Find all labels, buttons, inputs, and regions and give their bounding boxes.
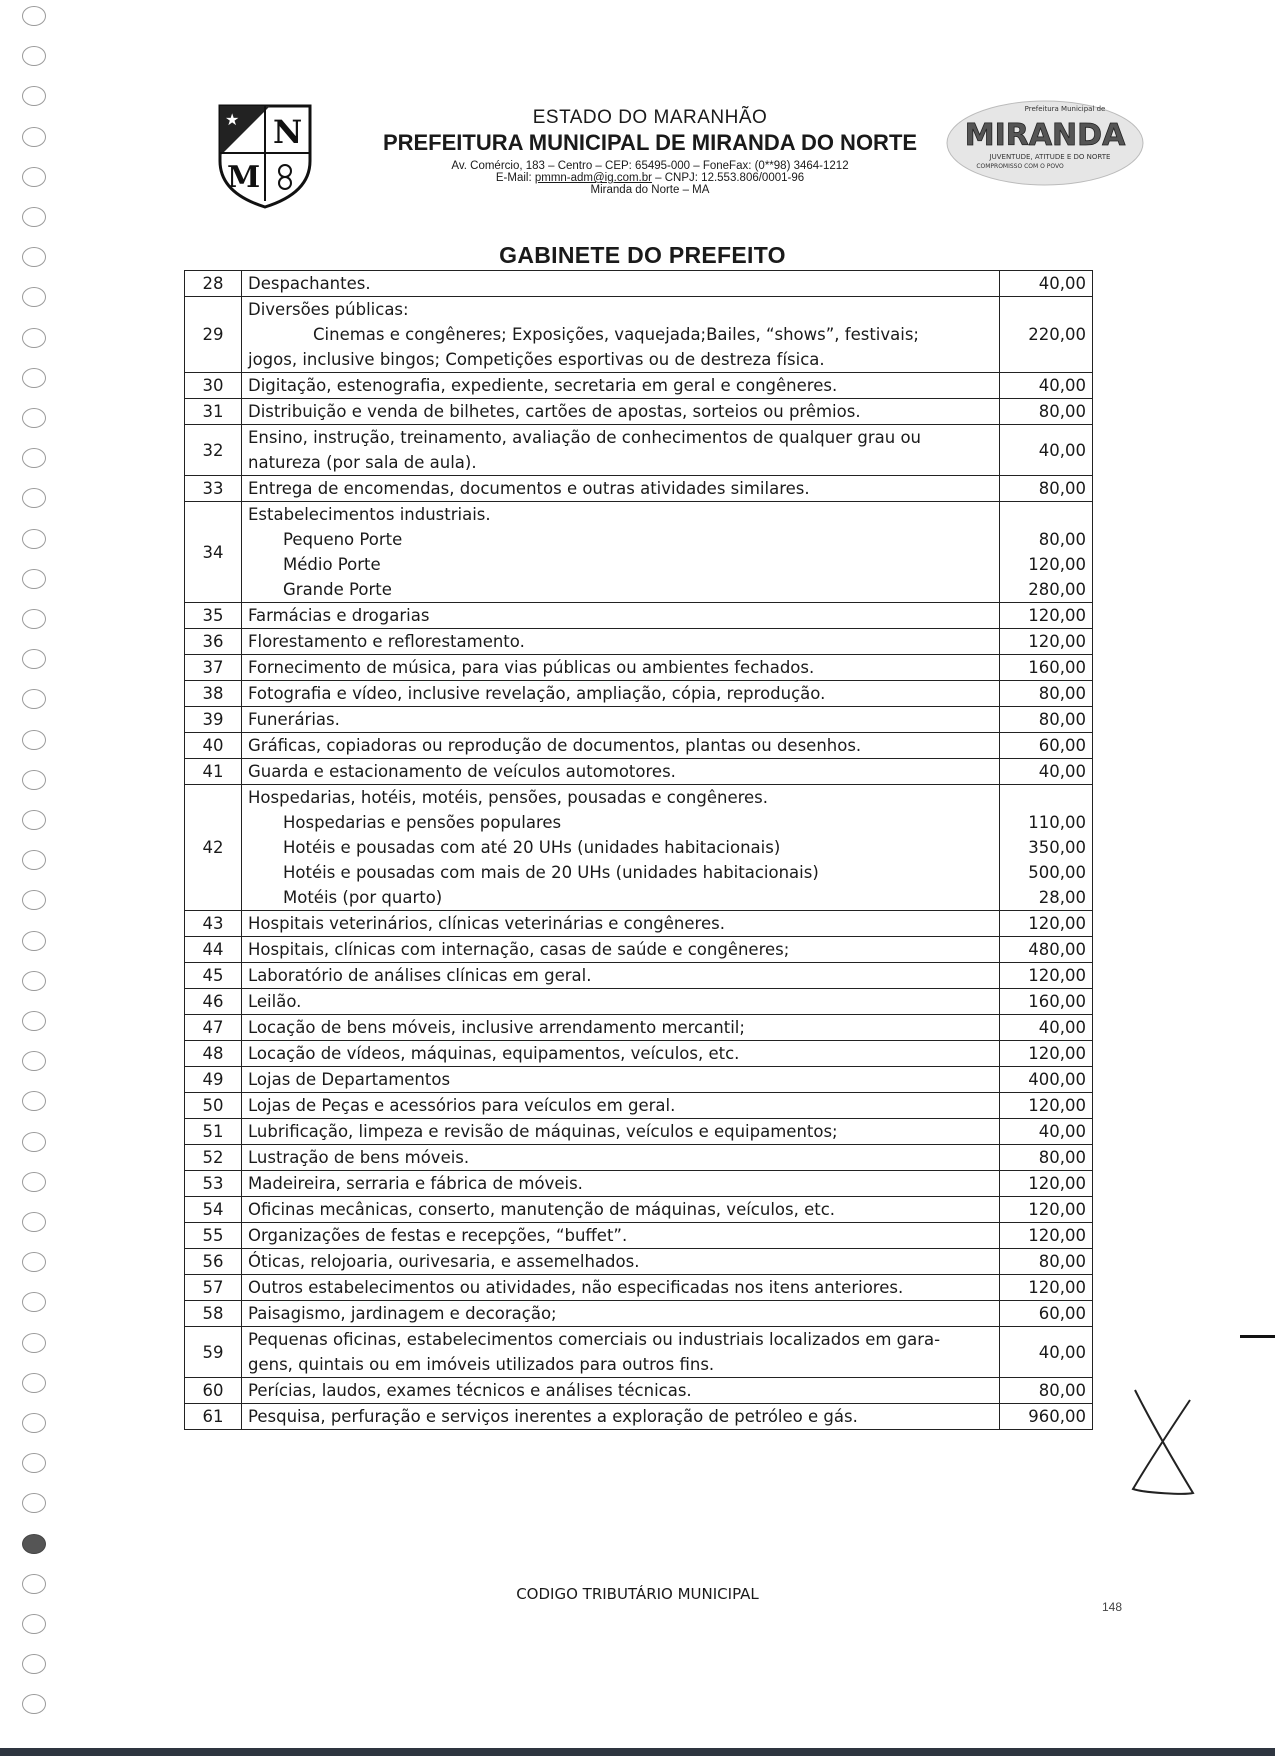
binder-hole xyxy=(22,167,46,187)
item-number: 45 xyxy=(185,963,242,989)
description-line: Ensino, instrução, treinamento, avaliação de conhecimentos de qualquer grau ou xyxy=(248,428,922,447)
binder-hole xyxy=(22,1091,46,1111)
binder-hole xyxy=(22,368,46,388)
item-description xyxy=(242,399,1000,425)
table-row xyxy=(185,785,1093,911)
binder-hole xyxy=(22,1614,46,1634)
binder-hole xyxy=(22,408,46,428)
description-line: Oficinas mecânicas, conserto, manutenção de máquinas, veículos, etc. xyxy=(248,1200,836,1219)
binder-hole xyxy=(22,850,46,870)
item-description xyxy=(242,655,1000,681)
item-description xyxy=(242,1171,1000,1197)
description-line: Madeireira, serraria e fábrica de móveis. xyxy=(248,1174,583,1193)
table-row xyxy=(185,1119,1093,1145)
table-row xyxy=(185,1301,1093,1327)
table-row xyxy=(185,1145,1093,1171)
svg-text:N: N xyxy=(273,113,303,151)
item-description xyxy=(242,733,1000,759)
item-description xyxy=(242,629,1000,655)
item-value: 400,00 xyxy=(1000,1067,1093,1093)
value-line: 120,00 xyxy=(1028,555,1086,574)
item-value: 40,00 xyxy=(1000,373,1093,399)
binder-hole xyxy=(22,1252,46,1272)
item-value: 120,00 xyxy=(1000,603,1093,629)
item-value: 80,00 xyxy=(1000,1145,1093,1171)
item-number: 48 xyxy=(185,1041,242,1067)
value-line: 500,00 xyxy=(1028,863,1086,882)
page-number: 148 xyxy=(1102,1600,1123,1614)
binder-hole xyxy=(22,971,46,991)
item-description xyxy=(242,1404,1000,1430)
table-row xyxy=(185,271,1093,297)
description-line: Hospitais, clínicas com internação, casas de saúde e congêneres; xyxy=(248,940,790,959)
item-number: 41 xyxy=(185,759,242,785)
binder-hole xyxy=(22,328,46,348)
item-number: 43 xyxy=(185,911,242,937)
table-row xyxy=(185,476,1093,502)
letterhead xyxy=(180,95,1160,215)
item-description xyxy=(242,707,1000,733)
item-value: 80,00 xyxy=(1000,1249,1093,1275)
table-row xyxy=(185,1249,1093,1275)
description-line: Lubrificação, limpeza e revisão de máquinas, veículos e equipamentos; xyxy=(248,1122,838,1141)
footer-title: CODIGO TRIBUTÁRIO MUNICIPAL xyxy=(516,1585,759,1603)
description-line: jogos, inclusive bingos; Competições esportivas ou de destreza física. xyxy=(248,350,825,369)
value-line: 110,00 xyxy=(1028,813,1086,832)
binder-hole xyxy=(22,1132,46,1152)
description-line: Lustração de bens móveis. xyxy=(248,1148,470,1167)
binder-hole xyxy=(22,810,46,830)
item-description xyxy=(242,1067,1000,1093)
item-number: 46 xyxy=(185,989,242,1015)
description-line: Lojas de Peças e acessórios para veículos em geral. xyxy=(248,1096,676,1115)
description-line: Pequenas oficinas, estabelecimentos comerciais ou industriais localizados em gara- xyxy=(248,1330,941,1349)
value-line: 28,00 xyxy=(1038,888,1086,907)
item-number: 42 xyxy=(185,785,242,911)
item-number: 58 xyxy=(185,1301,242,1327)
table-row xyxy=(185,707,1093,733)
value-line: 80,00 xyxy=(1038,530,1086,549)
svg-text:COMPROMISSO COM O POVO: COMPROMISSO COM O POVO xyxy=(976,163,1064,170)
table-row xyxy=(185,681,1093,707)
item-description xyxy=(242,476,1000,502)
miranda-logo-icon xyxy=(945,95,1145,205)
item-description xyxy=(242,271,1000,297)
description-line: Cinemas e congêneres; Exposições, vaquejada;Bailes, “shows”, festivais; xyxy=(313,325,919,344)
table-row xyxy=(185,759,1093,785)
scan-bottom-edge xyxy=(0,1748,1275,1756)
table-row xyxy=(185,989,1093,1015)
binder-hole xyxy=(22,689,46,709)
item-number: 56 xyxy=(185,1249,242,1275)
scan-edge-mark xyxy=(1240,1335,1275,1338)
item-number: 47 xyxy=(185,1015,242,1041)
description-line: Óticas, relojoaria, ourivesaria, e assemelhados. xyxy=(248,1252,640,1271)
item-number: 29 xyxy=(185,297,242,373)
item-value: 120,00 xyxy=(1000,963,1093,989)
binder-hole xyxy=(22,1453,46,1473)
item-value: 120,00 xyxy=(1000,1171,1093,1197)
description-line: Entrega de encomendas, documentos e outras atividades similares. xyxy=(248,479,810,498)
handwritten-x-mark-icon xyxy=(1125,1385,1205,1500)
table-row xyxy=(185,1327,1093,1378)
item-value: 80,00 xyxy=(1000,707,1093,733)
item-number: 38 xyxy=(185,681,242,707)
item-description xyxy=(242,1119,1000,1145)
description-line: Diversões públicas: xyxy=(248,300,409,319)
state-name: ESTADO DO MARANHÃO xyxy=(532,107,768,128)
description-line: Fornecimento de música, para vias públicas ou ambientes fechados. xyxy=(248,658,815,677)
binder-hole xyxy=(22,1292,46,1312)
item-number: 33 xyxy=(185,476,242,502)
binder-hole xyxy=(22,287,46,307)
section-title: GABINETE DO PREFEITO xyxy=(499,242,786,268)
item-value: 120,00 xyxy=(1000,911,1093,937)
binder-hole xyxy=(22,6,46,26)
item-number: 60 xyxy=(185,1378,242,1404)
binder-hole xyxy=(22,890,46,910)
item-value: 40,00 xyxy=(1000,1119,1093,1145)
item-description xyxy=(242,1197,1000,1223)
item-value xyxy=(1000,502,1093,603)
table-row xyxy=(185,1197,1093,1223)
item-value: 40,00 xyxy=(1000,1015,1093,1041)
svg-text:MIRANDA: MIRANDA xyxy=(964,118,1126,153)
item-description xyxy=(242,297,1000,373)
svg-text:M: M xyxy=(227,160,261,195)
description-line: Organizações de festas e recepções, “buffet”. xyxy=(248,1226,628,1245)
description-line: Motéis (por quarto) xyxy=(283,888,443,907)
contact-line: E-Mail: pmmn-adm@ig.com.br – CNPJ: 12.553.806/0001-96 xyxy=(495,172,805,184)
description-line: Pequeno Porte xyxy=(283,530,403,549)
description-line: Laboratório de análises clínicas em geral. xyxy=(248,966,592,985)
table-row xyxy=(185,1223,1093,1249)
item-value: 40,00 xyxy=(1000,271,1093,297)
value-line xyxy=(1006,785,1086,810)
description-line: Médio Porte xyxy=(283,555,381,574)
item-value: 120,00 xyxy=(1000,629,1093,655)
item-description xyxy=(242,502,1000,603)
binder-hole xyxy=(22,770,46,790)
table-row xyxy=(185,502,1093,603)
svg-text:JUVENTUDE, ATITUDE E DO NORTE: JUVENTUDE, ATITUDE E DO NORTE xyxy=(989,153,1111,161)
description-line: Farmácias e drogarias xyxy=(248,606,430,625)
item-number: 28 xyxy=(185,271,242,297)
item-description xyxy=(242,1327,1000,1378)
item-number: 50 xyxy=(185,1093,242,1119)
description-line: Perícias, laudos, exames técnicos e análises técnicas. xyxy=(248,1381,692,1400)
binder-hole xyxy=(22,488,46,508)
table-row xyxy=(185,1378,1093,1404)
item-description xyxy=(242,1041,1000,1067)
item-description xyxy=(242,1145,1000,1171)
description-line: Hospitais veterinários, clínicas veterinárias e congêneres. xyxy=(248,914,725,933)
svg-text:★: ★ xyxy=(225,110,240,129)
binder-hole xyxy=(22,46,46,66)
binder-hole xyxy=(22,569,46,589)
item-description xyxy=(242,759,1000,785)
value-line: 280,00 xyxy=(1028,580,1086,599)
table-row xyxy=(185,963,1093,989)
item-number: 40 xyxy=(185,733,242,759)
binder-hole xyxy=(22,931,46,951)
item-description xyxy=(242,603,1000,629)
item-value: 80,00 xyxy=(1000,1378,1093,1404)
item-number: 30 xyxy=(185,373,242,399)
binder-hole xyxy=(22,86,46,106)
item-value xyxy=(1000,785,1093,911)
item-description xyxy=(242,373,1000,399)
item-number: 59 xyxy=(185,1327,242,1378)
description-line: gens, quintais ou em imóveis utilizados para outros fins. xyxy=(248,1355,715,1374)
description-line: Locação de vídeos, máquinas, equipamentos, veículos, etc. xyxy=(248,1044,740,1063)
item-number: 55 xyxy=(185,1223,242,1249)
item-number: 53 xyxy=(185,1171,242,1197)
item-value: 120,00 xyxy=(1000,1275,1093,1301)
description-line: Guarda e estacionamento de veículos automotores. xyxy=(248,762,676,781)
description-line: Grande Porte xyxy=(283,580,392,599)
description-line: Hospedarias e pensões populares xyxy=(283,813,562,832)
table-row xyxy=(185,1015,1093,1041)
item-number: 57 xyxy=(185,1275,242,1301)
description-line: Despachantes. xyxy=(248,274,371,293)
binder-hole xyxy=(22,448,46,468)
email-link[interactable]: pmmn-adm@ig.com.br xyxy=(534,172,652,184)
item-value: 40,00 xyxy=(1000,759,1093,785)
description-line: Locação de bens móveis, inclusive arrendamento mercantil; xyxy=(248,1018,745,1037)
table-row xyxy=(185,1275,1093,1301)
binder-hole xyxy=(22,1493,46,1513)
item-value: 80,00 xyxy=(1000,476,1093,502)
description-line: Funerárias. xyxy=(248,710,340,729)
item-description xyxy=(242,911,1000,937)
table-row xyxy=(185,1093,1093,1119)
description-line: Hospedarias, hotéis, motéis, pensões, pousadas e congêneres. xyxy=(248,788,769,807)
item-description xyxy=(242,989,1000,1015)
item-number: 51 xyxy=(185,1119,242,1145)
item-description xyxy=(242,785,1000,911)
table-row xyxy=(185,1041,1093,1067)
item-number: 37 xyxy=(185,655,242,681)
value-line xyxy=(1006,502,1086,527)
item-value: 220,00 xyxy=(1000,297,1093,373)
item-description xyxy=(242,1378,1000,1404)
binder-hole xyxy=(22,1373,46,1393)
binder-hole xyxy=(22,1333,46,1353)
item-number: 54 xyxy=(185,1197,242,1223)
item-description xyxy=(242,681,1000,707)
description-line: Fotografia e vídeo, inclusive revelação, ampliação, cópia, reprodução. xyxy=(248,684,826,703)
table-row xyxy=(185,1404,1093,1430)
binder-hole xyxy=(22,1011,46,1031)
item-value: 40,00 xyxy=(1000,425,1093,476)
description-line: Outros estabelecimentos ou atividades, não especificadas nos itens anteriores. xyxy=(248,1278,904,1297)
binder-hole xyxy=(22,1212,46,1232)
binder-hole xyxy=(22,649,46,669)
item-value: 160,00 xyxy=(1000,655,1093,681)
item-number: 49 xyxy=(185,1067,242,1093)
item-value: 160,00 xyxy=(1000,989,1093,1015)
item-value: 60,00 xyxy=(1000,1301,1093,1327)
table-row xyxy=(185,425,1093,476)
address: Av. Comércio, 183 – Centro – CEP: 65495-000 – FoneFax: (0**98) 3464-1212 xyxy=(451,160,849,172)
binder-hole xyxy=(22,730,46,750)
city: Miranda do Norte – MA xyxy=(590,184,710,196)
binder-hole xyxy=(22,529,46,549)
item-number: 31 xyxy=(185,399,242,425)
description-line: Hotéis e pousadas com até 20 UHs (unidades habitacionais) xyxy=(283,838,781,857)
table-row xyxy=(185,655,1093,681)
item-value: 60,00 xyxy=(1000,733,1093,759)
table-row xyxy=(185,373,1093,399)
item-value: 960,00 xyxy=(1000,1404,1093,1430)
item-value: 120,00 xyxy=(1000,1223,1093,1249)
item-description xyxy=(242,937,1000,963)
binder-hole xyxy=(22,207,46,227)
binder-hole xyxy=(22,1172,46,1192)
item-number: 32 xyxy=(185,425,242,476)
binder-hole xyxy=(22,1051,46,1071)
item-value: 80,00 xyxy=(1000,399,1093,425)
table-row xyxy=(185,297,1093,373)
binder-hole xyxy=(22,1534,46,1554)
item-value: 40,00 xyxy=(1000,1327,1093,1378)
item-number: 52 xyxy=(185,1145,242,1171)
item-description xyxy=(242,1275,1000,1301)
description-line: Pesquisa, perfuração e serviços inerentes a exploração de petróleo e gás. xyxy=(248,1407,858,1426)
table-row xyxy=(185,603,1093,629)
item-value: 120,00 xyxy=(1000,1093,1093,1119)
item-value: 80,00 xyxy=(1000,681,1093,707)
item-value: 480,00 xyxy=(1000,937,1093,963)
table-row xyxy=(185,911,1093,937)
item-description xyxy=(242,963,1000,989)
description-line: natureza (por sala de aula). xyxy=(248,453,477,472)
item-description xyxy=(242,1249,1000,1275)
item-number: 44 xyxy=(185,937,242,963)
municipal-crest-icon xyxy=(215,101,315,211)
item-description xyxy=(242,1223,1000,1249)
description-line: Paisagismo, jardinagem e decoração; xyxy=(248,1304,557,1323)
description-line: Hotéis e pousadas com mais de 20 UHs (unidades habitacionais) xyxy=(283,863,819,882)
description-line: Gráficas, copiadoras ou reprodução de documentos, plantas ou desenhos. xyxy=(248,736,862,755)
binder-hole xyxy=(22,1654,46,1674)
table-row xyxy=(185,629,1093,655)
item-value: 120,00 xyxy=(1000,1041,1093,1067)
item-number: 34 xyxy=(185,502,242,603)
binder-hole xyxy=(22,1694,46,1714)
binder-hole xyxy=(22,127,46,147)
item-number: 39 xyxy=(185,707,242,733)
prefeitura-name: PREFEITURA MUNICIPAL DE MIRANDA DO NORTE xyxy=(382,130,918,155)
table-row xyxy=(185,733,1093,759)
description-line: Estabelecimentos industriais. xyxy=(248,505,491,524)
description-line: Lojas de Departamentos xyxy=(248,1070,451,1089)
description-line: Leilão. xyxy=(248,992,302,1011)
description-line: Digitação, estenografia, expediente, secretaria em geral e congêneres. xyxy=(248,376,838,395)
value-line: 350,00 xyxy=(1028,838,1086,857)
item-description xyxy=(242,1015,1000,1041)
item-number: 36 xyxy=(185,629,242,655)
item-value: 120,00 xyxy=(1000,1197,1093,1223)
table-row xyxy=(185,399,1093,425)
item-number: 61 xyxy=(185,1404,242,1430)
item-description xyxy=(242,425,1000,476)
description-line: Distribuição e venda de bilhetes, cartões de apostas, sorteios ou prêmios. xyxy=(248,402,861,421)
table-row xyxy=(185,1171,1093,1197)
item-number: 35 xyxy=(185,603,242,629)
tax-table xyxy=(184,270,1093,1430)
table-row xyxy=(185,937,1093,963)
item-description xyxy=(242,1093,1000,1119)
table-row xyxy=(185,1067,1093,1093)
binder-hole xyxy=(22,609,46,629)
item-description xyxy=(242,1301,1000,1327)
svg-text:Prefeitura Municipal de: Prefeitura Municipal de xyxy=(1024,105,1106,113)
binder-hole xyxy=(22,1413,46,1433)
description-line: Florestamento e reflorestamento. xyxy=(248,632,525,651)
